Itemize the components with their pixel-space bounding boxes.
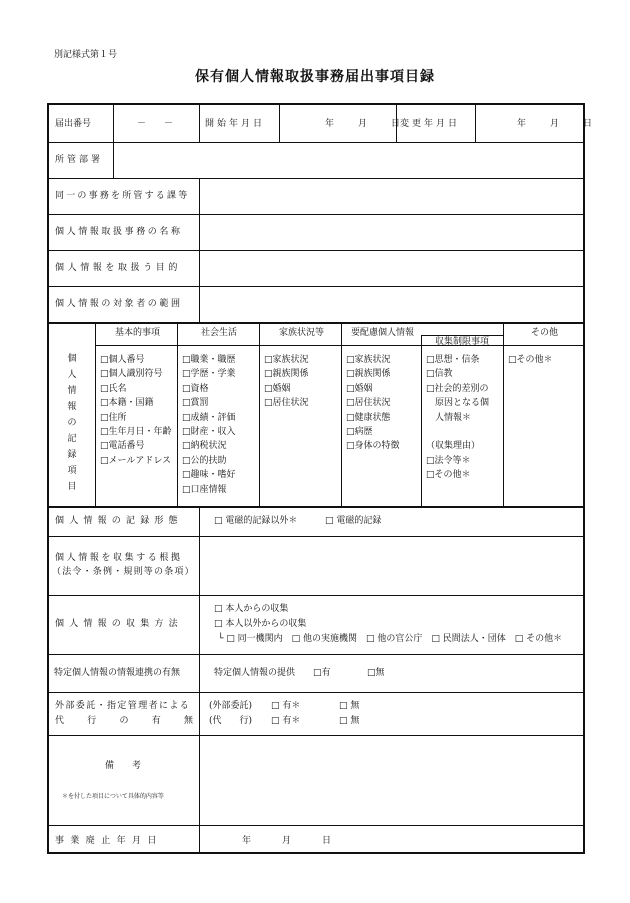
social-list[interactable]	[182, 353, 236, 497]
header-restricted: 収集制限事項	[435, 337, 490, 347]
col-divider	[341, 322, 342, 506]
checkbox-item[interactable]: □身体の特徴	[346, 441, 400, 452]
row-divider	[49, 654, 585, 655]
checkbox-item[interactable]: □思想・信条	[426, 355, 480, 365]
checkbox-item[interactable]: □本籍・国籍	[100, 398, 154, 409]
checkbox-item[interactable]: □個人識別符号	[100, 369, 163, 380]
record-form-option-non-electronic[interactable]: □ 電磁的記録以外＊	[214, 516, 298, 526]
outsourcing-no-checkbox[interactable]: □ 無	[339, 701, 360, 711]
col-divider	[113, 105, 114, 178]
checkbox-item[interactable]: □婚姻	[264, 383, 291, 394]
checkbox-item[interactable]: 人情報＊	[426, 412, 472, 423]
checkbox-item[interactable]: □資格	[182, 383, 209, 394]
subject-scope-label: 個人情報の対象者の範囲	[55, 299, 183, 309]
proxy-type: (代 行)	[209, 716, 253, 726]
header-social: 社会生活	[201, 328, 238, 338]
grounds-label: 個人情報を収集する根拠	[55, 553, 183, 563]
checkbox-item[interactable]	[426, 425, 489, 439]
collection-option-others[interactable]: □ 本人以外からの収集	[214, 619, 307, 629]
outsourcing-label: 外部委託・指定管理者による	[55, 701, 191, 711]
checkbox-item[interactable]: □家族状況	[264, 355, 309, 365]
checkbox-item[interactable]: □家族状況	[346, 355, 391, 365]
row-divider	[49, 286, 585, 287]
basic-list[interactable]	[100, 353, 172, 468]
grounds-sublabel: （法令・条例・規則等の条項）	[52, 567, 195, 577]
abolition-label: 事業廃止年月日	[55, 836, 163, 846]
checkbox-item[interactable]: □信教	[426, 369, 453, 380]
proxy-no-checkbox[interactable]: □ 無	[339, 716, 360, 726]
form-number: 別記様式第１号	[54, 50, 118, 60]
header-family: 家族状況等	[279, 328, 325, 338]
purpose-label: 個人情報を取扱う目的	[55, 263, 182, 273]
checkbox-item[interactable]: □その他＊	[508, 355, 553, 365]
checkbox-item[interactable]: □住所	[100, 412, 127, 423]
filing-no-value[interactable]: － －	[137, 119, 174, 129]
affair-name-label: 個人情報取扱事務の名称	[55, 227, 183, 237]
col-divider	[199, 105, 200, 142]
checkbox-item[interactable]: □成績・評価	[182, 412, 236, 423]
checkbox-item[interactable]: □趣味・嗜好	[182, 470, 236, 481]
collection-option-self[interactable]: □ 本人からの収集	[214, 604, 289, 614]
restricted-header-line	[421, 335, 503, 336]
checkbox-item[interactable]: □病歴	[346, 427, 373, 438]
row-divider	[49, 214, 585, 215]
header-other: その他	[531, 328, 559, 338]
header-sensitive: 要配慮個人情報	[351, 328, 415, 338]
row-divider	[49, 536, 585, 537]
proxy-yes-checkbox[interactable]: □ 有＊	[271, 716, 301, 726]
collection-source-options[interactable]: └ □ 同一機関内 □ 他の実施機関 □ 他の官公庁 □ 民間法人・団体 □ その他＊	[218, 634, 563, 644]
row-divider	[49, 322, 585, 324]
header-basic: 基本的事項	[115, 328, 161, 338]
outsourcing-type: (外部委託)	[209, 701, 253, 711]
checkbox-item[interactable]: □居住状況	[346, 398, 391, 409]
checkbox-item[interactable]: □親族関係	[346, 369, 391, 380]
checkbox-item[interactable]: □親族関係	[264, 369, 309, 380]
row-divider	[49, 250, 585, 251]
checkbox-item[interactable]: □婚姻	[346, 383, 373, 394]
outsourcing-yes-checkbox[interactable]: □ 有＊	[271, 701, 301, 711]
col-divider	[259, 322, 260, 506]
outsourcing-label-2: 代 行 の 有 無	[55, 716, 193, 726]
row-divider	[49, 142, 585, 143]
change-date-value[interactable]: 年 月 日	[517, 119, 595, 129]
checkbox-item[interactable]: □その他＊	[426, 470, 471, 481]
row-divider	[49, 178, 585, 179]
row-divider	[49, 506, 585, 508]
col-divider	[279, 105, 280, 142]
checkbox-item[interactable]: □賞罰	[182, 398, 209, 409]
checkbox-item[interactable]: （収集理由）	[426, 441, 481, 452]
col-divider	[475, 105, 476, 142]
col-divider	[95, 322, 96, 506]
checkbox-item[interactable]: □納税状況	[182, 441, 227, 452]
checkbox-item[interactable]: □社会的差別の	[426, 383, 489, 394]
checkbox-item[interactable]: □学歴・学業	[182, 369, 236, 380]
checkbox-item[interactable]: □生年月日・年齢	[100, 427, 172, 438]
form-table	[47, 103, 595, 854]
checkbox-item[interactable]: □個人番号	[100, 355, 145, 365]
collection-label: 個人情報の収集方法	[55, 619, 183, 629]
checkbox-item[interactable]: □居住状況	[264, 398, 309, 409]
checkbox-item[interactable]: □健康状態	[346, 412, 391, 423]
col-divider	[199, 506, 200, 854]
specific-provision-label: 特定個人情報の提供	[214, 668, 296, 678]
checkbox-item[interactable]: □口座情報	[182, 484, 227, 495]
checkbox-item[interactable]: □電話番号	[100, 441, 145, 452]
row-divider	[49, 595, 585, 596]
checkbox-item[interactable]: □氏名	[100, 383, 127, 394]
checkbox-item[interactable]: □法令等＊	[426, 455, 471, 466]
checkbox-item[interactable]: □財産・収入	[182, 427, 236, 438]
checkbox-item[interactable]: 原因となる個	[426, 398, 490, 409]
same-section-label: 同一の事務を所管する課等	[55, 191, 190, 201]
record-items-side-label: 個人情報の記録項目	[67, 354, 77, 492]
checkbox-item[interactable]: □公的扶助	[182, 455, 227, 466]
restricted-list[interactable]	[426, 353, 489, 483]
change-date-label: 変更年月日	[400, 119, 461, 129]
record-form-label: 個人情報の記録形態	[55, 516, 183, 526]
specific-yes-checkbox[interactable]: □有	[313, 668, 331, 678]
specific-no-checkbox[interactable]: □無	[367, 668, 385, 678]
col-divider	[177, 322, 178, 506]
col-divider	[421, 335, 422, 506]
row-divider	[49, 692, 585, 693]
col-divider	[503, 322, 504, 506]
other-list[interactable]	[508, 353, 553, 367]
header-divider	[95, 345, 585, 346]
sensitive-list[interactable]	[346, 353, 400, 454]
checkbox-item[interactable]: □職業・職歴	[182, 355, 236, 365]
row-divider	[49, 735, 585, 736]
start-date-value[interactable]: 年 月 日	[325, 119, 403, 129]
row-divider	[49, 825, 585, 826]
department-label: 所管部署	[55, 155, 104, 165]
abolition-date-value[interactable]: 年 月 日	[242, 836, 333, 846]
remarks-label: 備 考	[105, 761, 142, 771]
specific-link-label: 特定個人情報の情報連携の有無	[54, 668, 181, 678]
record-form-option-electronic[interactable]: □ 電磁的記録	[325, 516, 382, 526]
checkbox-item[interactable]: □メールアドレス	[100, 455, 172, 466]
col-divider	[199, 178, 200, 322]
start-date-label: 開始年月日	[205, 119, 266, 129]
remarks-note: ＊を付した項目について具体的内容等	[62, 793, 164, 800]
filing-no-label: 届出番号	[55, 119, 92, 129]
page-title: 保有個人情報取扱事務届出事項目録	[195, 69, 435, 85]
family-list[interactable]	[264, 353, 309, 411]
